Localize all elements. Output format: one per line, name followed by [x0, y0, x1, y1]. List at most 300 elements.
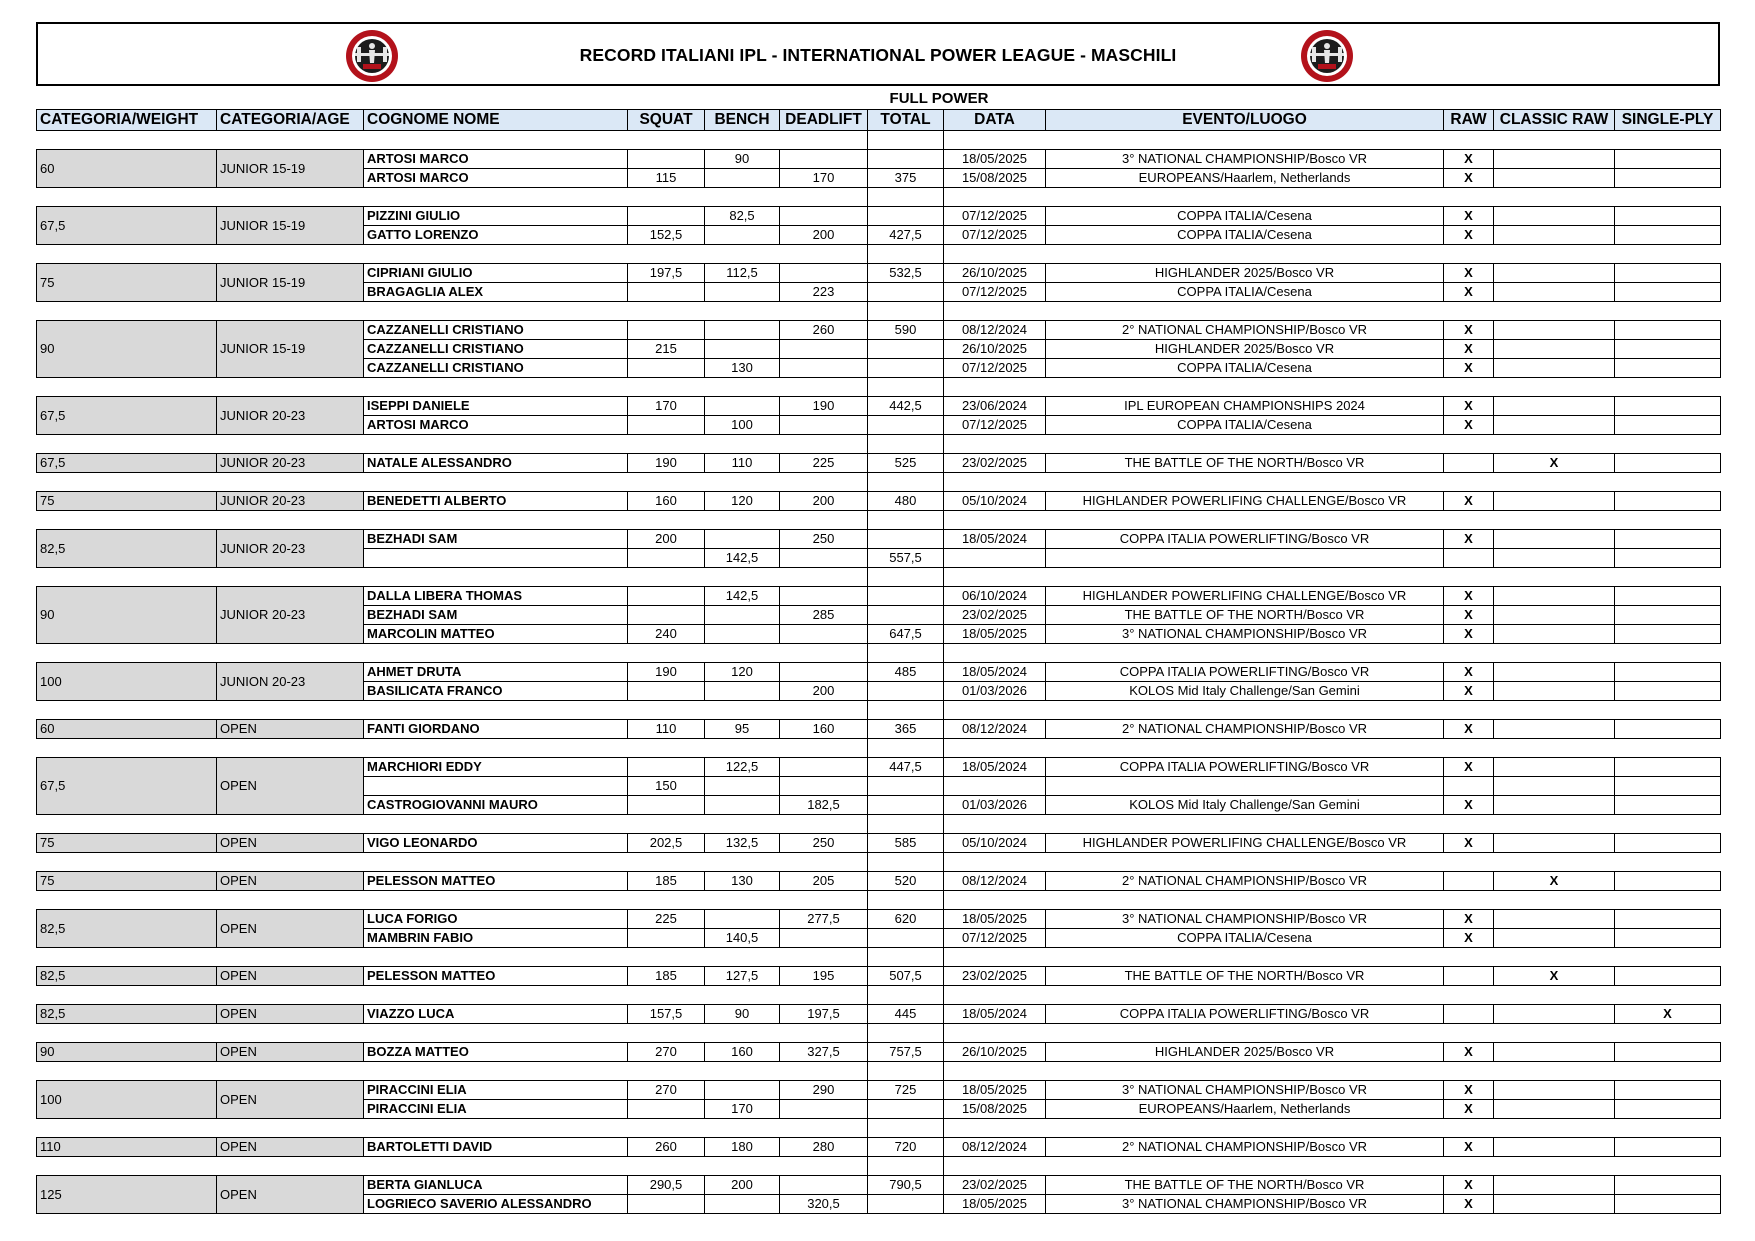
single-ply-mark — [1615, 454, 1721, 473]
classic-raw-mark — [1494, 207, 1615, 226]
spacer-cell — [868, 1024, 944, 1043]
record-date: 18/05/2024 — [944, 758, 1046, 777]
spacer-cell — [1444, 644, 1494, 663]
spacer-cell — [217, 853, 364, 872]
athlete-name: ARTOSI MARCO — [364, 169, 628, 188]
spacer-cell — [868, 1157, 944, 1176]
spacer-cell — [944, 511, 1046, 530]
page-title: RECORD ITALIANI IPL - INTERNATIONAL POWER LEAGUE - MASCHILI — [579, 45, 1177, 65]
title-box — [36, 22, 1720, 86]
spacer-cell — [705, 701, 780, 720]
spacer-cell — [37, 435, 217, 454]
spacer-cell — [628, 1062, 705, 1081]
single-ply-mark — [1615, 777, 1721, 796]
spacer-cell — [364, 644, 628, 663]
total-value: 725 — [868, 1081, 944, 1100]
raw-mark: X — [1444, 1100, 1494, 1119]
classic-raw-mark — [1494, 150, 1615, 169]
event-location: HIGHLANDER POWERLIFING CHALLENGE/Bosco VR — [1046, 834, 1444, 853]
spacer-cell — [705, 891, 780, 910]
spacer-cell — [944, 473, 1046, 492]
raw-mark — [1444, 777, 1494, 796]
total-value — [868, 1100, 944, 1119]
age-category: JUNIOR 15-19 — [217, 264, 364, 302]
single-ply-mark — [1615, 397, 1721, 416]
athlete-name: PELESSON MATTEO — [364, 872, 628, 891]
spacer-cell — [217, 188, 364, 207]
spacer-cell — [628, 473, 705, 492]
classic-raw-mark — [1494, 1043, 1615, 1062]
spacer-cell — [1494, 986, 1615, 1005]
spacer-cell — [868, 1119, 944, 1138]
spacer-cell — [628, 131, 705, 150]
squat-value — [628, 359, 705, 378]
spacer-cell — [944, 1157, 1046, 1176]
spacer-cell — [705, 1119, 780, 1138]
table-row — [37, 492, 1721, 511]
record-date: 18/05/2025 — [944, 150, 1046, 169]
spacer-cell — [780, 511, 868, 530]
athlete-name: ARTOSI MARCO — [364, 150, 628, 169]
spacer-cell — [1494, 701, 1615, 720]
weight-category: 67,5 — [37, 397, 217, 435]
single-ply-mark — [1615, 872, 1721, 891]
event-location: THE BATTLE OF THE NORTH/Bosco VR — [1046, 1176, 1444, 1195]
spacer-cell — [868, 1062, 944, 1081]
event-location: 3° NATIONAL CHAMPIONSHIP/Bosco VR — [1046, 1195, 1444, 1214]
athlete-name: NATALE ALESSANDRO — [364, 454, 628, 473]
spacer-cell — [1444, 245, 1494, 264]
deadlift-value: 223 — [780, 283, 868, 302]
col-header-raw: RAW — [1444, 110, 1494, 131]
bench-value: 127,5 — [705, 967, 780, 986]
record-date: 23/02/2025 — [944, 967, 1046, 986]
squat-value: 225 — [628, 910, 705, 929]
spacer-cell — [868, 511, 944, 530]
athlete-name: CAZZANELLI CRISTIANO — [364, 340, 628, 359]
deadlift-value — [780, 340, 868, 359]
spacer-cell — [1444, 378, 1494, 397]
spacer-cell — [217, 891, 364, 910]
raw-mark: X — [1444, 663, 1494, 682]
spacer-cell — [1615, 1119, 1721, 1138]
spacer-cell — [705, 302, 780, 321]
table-row — [37, 264, 1721, 283]
single-ply-mark — [1615, 340, 1721, 359]
event-location: COPPA ITALIA/Cesena — [1046, 207, 1444, 226]
spacer-row — [37, 948, 1721, 967]
spacer-cell — [1494, 188, 1615, 207]
spacer-cell — [217, 435, 364, 454]
raw-mark: X — [1444, 416, 1494, 435]
deadlift-value: 250 — [780, 834, 868, 853]
age-category: JUNIOR 20-23 — [217, 530, 364, 568]
bench-value: 142,5 — [705, 587, 780, 606]
spacer-cell — [705, 245, 780, 264]
spacer-cell — [1046, 1024, 1444, 1043]
spacer-row — [37, 815, 1721, 834]
record-date: 05/10/2024 — [944, 834, 1046, 853]
spacer-cell — [628, 948, 705, 967]
deadlift-value: 260 — [780, 321, 868, 340]
spacer-cell — [628, 853, 705, 872]
athlete-name: CIPRIANI GIULIO — [364, 264, 628, 283]
single-ply-mark — [1615, 283, 1721, 302]
spacer-cell — [217, 815, 364, 834]
spacer-cell — [780, 1119, 868, 1138]
spacer-cell — [1046, 948, 1444, 967]
weight-category: 110 — [37, 1138, 217, 1157]
weight-category: 90 — [37, 1043, 217, 1062]
table-row — [37, 663, 1721, 682]
spacer-cell — [868, 435, 944, 454]
raw-mark: X — [1444, 758, 1494, 777]
spacer-cell — [1615, 188, 1721, 207]
single-ply-mark — [1615, 967, 1721, 986]
records-body — [37, 131, 1721, 1214]
spacer-cell — [705, 853, 780, 872]
raw-mark — [1444, 454, 1494, 473]
total-value — [868, 359, 944, 378]
athlete-name: BERTA GIANLUCA — [364, 1176, 628, 1195]
single-ply-mark — [1615, 625, 1721, 644]
classic-raw-mark — [1494, 359, 1615, 378]
spacer-cell — [364, 1024, 628, 1043]
col-header-event: EVENTO/LUOGO — [1046, 110, 1444, 131]
spacer-row — [37, 891, 1721, 910]
bench-value — [705, 625, 780, 644]
spacer-cell — [944, 701, 1046, 720]
raw-mark: X — [1444, 283, 1494, 302]
spacer-cell — [1444, 511, 1494, 530]
spacer-cell — [780, 853, 868, 872]
deadlift-value — [780, 1176, 868, 1195]
event-location: COPPA ITALIA POWERLIFTING/Bosco VR — [1046, 663, 1444, 682]
raw-mark: X — [1444, 397, 1494, 416]
weight-category: 67,5 — [37, 454, 217, 473]
spacer-cell — [868, 891, 944, 910]
spacer-cell — [705, 1062, 780, 1081]
spacer-cell — [628, 1157, 705, 1176]
total-value: 720 — [868, 1138, 944, 1157]
spacer-cell — [780, 1024, 868, 1043]
event-location: COPPA ITALIA/Cesena — [1046, 226, 1444, 245]
bench-value — [705, 910, 780, 929]
spacer-cell — [1494, 511, 1615, 530]
deadlift-value — [780, 549, 868, 568]
record-date: 15/08/2025 — [944, 1100, 1046, 1119]
deadlift-value: 290 — [780, 1081, 868, 1100]
squat-value: 110 — [628, 720, 705, 739]
total-value: 375 — [868, 169, 944, 188]
table-row — [37, 758, 1721, 777]
athlete-name: PIZZINI GIULIO — [364, 207, 628, 226]
weight-category: 82,5 — [37, 530, 217, 568]
spacer-cell — [944, 188, 1046, 207]
record-date: 18/05/2025 — [944, 625, 1046, 644]
spacer-cell — [1444, 739, 1494, 758]
raw-mark: X — [1444, 530, 1494, 549]
spacer-cell — [1444, 1024, 1494, 1043]
record-date: 08/12/2024 — [944, 720, 1046, 739]
spacer-cell — [628, 511, 705, 530]
athlete-name: CASTROGIOVANNI MAURO — [364, 796, 628, 815]
spacer-cell — [37, 511, 217, 530]
spacer-cell — [1615, 568, 1721, 587]
record-date: 18/05/2025 — [944, 910, 1046, 929]
raw-mark: X — [1444, 150, 1494, 169]
bench-value: 82,5 — [705, 207, 780, 226]
bench-value: 90 — [705, 150, 780, 169]
spacer-cell — [37, 378, 217, 397]
raw-mark: X — [1444, 1138, 1494, 1157]
classic-raw-mark — [1494, 758, 1615, 777]
spacer-cell — [37, 302, 217, 321]
spacer-cell — [944, 568, 1046, 587]
spacer-cell — [364, 853, 628, 872]
spacer-cell — [1046, 986, 1444, 1005]
total-value: 620 — [868, 910, 944, 929]
spacer-cell — [217, 131, 364, 150]
spacer-row — [37, 1062, 1721, 1081]
spacer-cell — [1615, 986, 1721, 1005]
weight-category: 75 — [37, 264, 217, 302]
single-ply-mark — [1615, 720, 1721, 739]
weight-category: 82,5 — [37, 910, 217, 948]
spacer-cell — [217, 1119, 364, 1138]
event-location: THE BATTLE OF THE NORTH/Bosco VR — [1046, 606, 1444, 625]
classic-raw-mark — [1494, 834, 1615, 853]
event-location: 3° NATIONAL CHAMPIONSHIP/Bosco VR — [1046, 1081, 1444, 1100]
age-category: OPEN — [217, 1138, 364, 1157]
spacer-cell — [364, 1157, 628, 1176]
spacer-cell — [705, 815, 780, 834]
spacer-row — [37, 1119, 1721, 1138]
spacer-cell — [1444, 302, 1494, 321]
col-header-squat: SQUAT — [628, 110, 705, 131]
single-ply-mark — [1615, 492, 1721, 511]
record-date: 23/02/2025 — [944, 606, 1046, 625]
deadlift-value: 205 — [780, 872, 868, 891]
classic-raw-mark — [1494, 663, 1615, 682]
spacer-cell — [364, 131, 628, 150]
classic-raw-mark — [1494, 910, 1615, 929]
section-subtitle: FULL POWER — [889, 90, 989, 107]
single-ply-mark — [1615, 264, 1721, 283]
spacer-cell — [628, 435, 705, 454]
table-row — [37, 910, 1721, 929]
spacer-cell — [1046, 188, 1444, 207]
record-date: 07/12/2025 — [944, 283, 1046, 302]
athlete-name: ISEPPI DANIELE — [364, 397, 628, 416]
spacer-cell — [1615, 1157, 1721, 1176]
spacer-cell — [1444, 473, 1494, 492]
bench-value — [705, 777, 780, 796]
spacer-cell — [628, 815, 705, 834]
spacer-cell — [1615, 302, 1721, 321]
athlete-name: AHMET DRUTA — [364, 663, 628, 682]
record-date: 07/12/2025 — [944, 359, 1046, 378]
col-header-name: COGNOME NOME — [364, 110, 628, 131]
spacer-cell — [1444, 568, 1494, 587]
classic-raw-mark — [1494, 416, 1615, 435]
age-category: OPEN — [217, 720, 364, 739]
deadlift-value — [780, 1100, 868, 1119]
spacer-cell — [217, 302, 364, 321]
athlete-name: MAMBRIN FABIO — [364, 929, 628, 948]
deadlift-value: 182,5 — [780, 796, 868, 815]
athlete-name: PIRACCINI ELIA — [364, 1081, 628, 1100]
spacer-row — [37, 1157, 1721, 1176]
squat-value: 170 — [628, 397, 705, 416]
single-ply-mark — [1615, 606, 1721, 625]
squat-value — [628, 587, 705, 606]
raw-mark: X — [1444, 207, 1494, 226]
spacer-row — [37, 435, 1721, 454]
squat-value: 215 — [628, 340, 705, 359]
deadlift-value — [780, 587, 868, 606]
total-value: 365 — [868, 720, 944, 739]
squat-value: 190 — [628, 663, 705, 682]
spacer-cell — [1046, 568, 1444, 587]
spacer-cell — [217, 245, 364, 264]
squat-value — [628, 796, 705, 815]
athlete-name: BRAGAGLIA ALEX — [364, 283, 628, 302]
event-location: HIGHLANDER 2025/Bosco VR — [1046, 340, 1444, 359]
event-location: IPL EUROPEAN CHAMPIONSHIPS 2024 — [1046, 397, 1444, 416]
spacer-cell — [1046, 511, 1444, 530]
spacer-cell — [868, 568, 944, 587]
classic-raw-mark: X — [1494, 454, 1615, 473]
spacer-row — [37, 853, 1721, 872]
athlete-name: VIGO LEONARDO — [364, 834, 628, 853]
age-category: OPEN — [217, 910, 364, 948]
classic-raw-mark: X — [1494, 872, 1615, 891]
raw-mark: X — [1444, 1195, 1494, 1214]
table-row — [37, 1138, 1721, 1157]
total-value: 557,5 — [868, 549, 944, 568]
spacer-row — [37, 378, 1721, 397]
spacer-cell — [217, 511, 364, 530]
raw-mark: X — [1444, 226, 1494, 245]
total-value: 447,5 — [868, 758, 944, 777]
spacer-cell — [217, 644, 364, 663]
spacer-cell — [1615, 853, 1721, 872]
spacer-cell — [868, 948, 944, 967]
spacer-cell — [37, 188, 217, 207]
spacer-cell — [780, 435, 868, 454]
single-ply-mark — [1615, 226, 1721, 245]
single-ply-mark — [1615, 416, 1721, 435]
bench-value: 110 — [705, 454, 780, 473]
table-row — [37, 454, 1721, 473]
spacer-cell — [1444, 986, 1494, 1005]
classic-raw-mark — [1494, 226, 1615, 245]
spacer-cell — [868, 815, 944, 834]
raw-mark: X — [1444, 169, 1494, 188]
record-date: 06/10/2024 — [944, 587, 1046, 606]
event-location — [1046, 777, 1444, 796]
spacer-cell — [1444, 853, 1494, 872]
spacer-cell — [217, 1157, 364, 1176]
spacer-cell — [705, 986, 780, 1005]
athlete-name: DALLA LIBERA THOMAS — [364, 587, 628, 606]
spacer-cell — [364, 815, 628, 834]
table-header-row — [37, 110, 1721, 131]
squat-value — [628, 1195, 705, 1214]
spacer-cell — [1046, 815, 1444, 834]
raw-mark: X — [1444, 720, 1494, 739]
spacer-cell — [705, 948, 780, 967]
classic-raw-mark — [1494, 606, 1615, 625]
spacer-cell — [1615, 739, 1721, 758]
spacer-cell — [1444, 1119, 1494, 1138]
total-value: 520 — [868, 872, 944, 891]
spacer-cell — [780, 948, 868, 967]
spacer-cell — [37, 1119, 217, 1138]
age-category: OPEN — [217, 1081, 364, 1119]
spacer-cell — [37, 1024, 217, 1043]
total-value: 442,5 — [868, 397, 944, 416]
spacer-cell — [364, 739, 628, 758]
age-category: JUNIOR 20-23 — [217, 587, 364, 644]
spacer-cell — [1046, 435, 1444, 454]
spacer-cell — [1494, 948, 1615, 967]
spacer-cell — [37, 245, 217, 264]
weight-category: 82,5 — [37, 967, 217, 986]
total-value — [868, 416, 944, 435]
event-location: COPPA ITALIA POWERLIFTING/Bosco VR — [1046, 530, 1444, 549]
event-location: COPPA ITALIA POWERLIFTING/Bosco VR — [1046, 758, 1444, 777]
raw-mark: X — [1444, 606, 1494, 625]
spacer-cell — [37, 853, 217, 872]
total-value — [868, 929, 944, 948]
athlete-name: BEZHADI SAM — [364, 530, 628, 549]
single-ply-mark — [1615, 1138, 1721, 1157]
spacer-row — [37, 701, 1721, 720]
spacer-row — [37, 568, 1721, 587]
event-location: EUROPEANS/Haarlem, Netherlands — [1046, 1100, 1444, 1119]
age-category: OPEN — [217, 758, 364, 815]
raw-mark — [1444, 1005, 1494, 1024]
bench-value — [705, 169, 780, 188]
weight-category: 75 — [37, 492, 217, 511]
total-value — [868, 777, 944, 796]
spacer-cell — [1615, 701, 1721, 720]
age-category: OPEN — [217, 834, 364, 853]
spacer-cell — [1444, 948, 1494, 967]
record-date: 07/12/2025 — [944, 929, 1046, 948]
spacer-cell — [217, 948, 364, 967]
age-category: OPEN — [217, 1176, 364, 1214]
table-row — [37, 397, 1721, 416]
event-location: HIGHLANDER 2025/Bosco VR — [1046, 264, 1444, 283]
record-date: 18/05/2025 — [944, 1081, 1046, 1100]
deadlift-value — [780, 758, 868, 777]
squat-value — [628, 1100, 705, 1119]
spacer-row — [37, 511, 1721, 530]
athlete-name: MARCHIORI EDDY — [364, 758, 628, 777]
spacer-cell — [37, 473, 217, 492]
record-date: 07/12/2025 — [944, 416, 1046, 435]
spacer-cell — [868, 188, 944, 207]
spacer-cell — [944, 948, 1046, 967]
single-ply-mark — [1615, 169, 1721, 188]
weight-category: 90 — [37, 321, 217, 378]
spacer-row — [37, 986, 1721, 1005]
record-date: 01/03/2026 — [944, 682, 1046, 701]
spacer-cell — [1615, 815, 1721, 834]
